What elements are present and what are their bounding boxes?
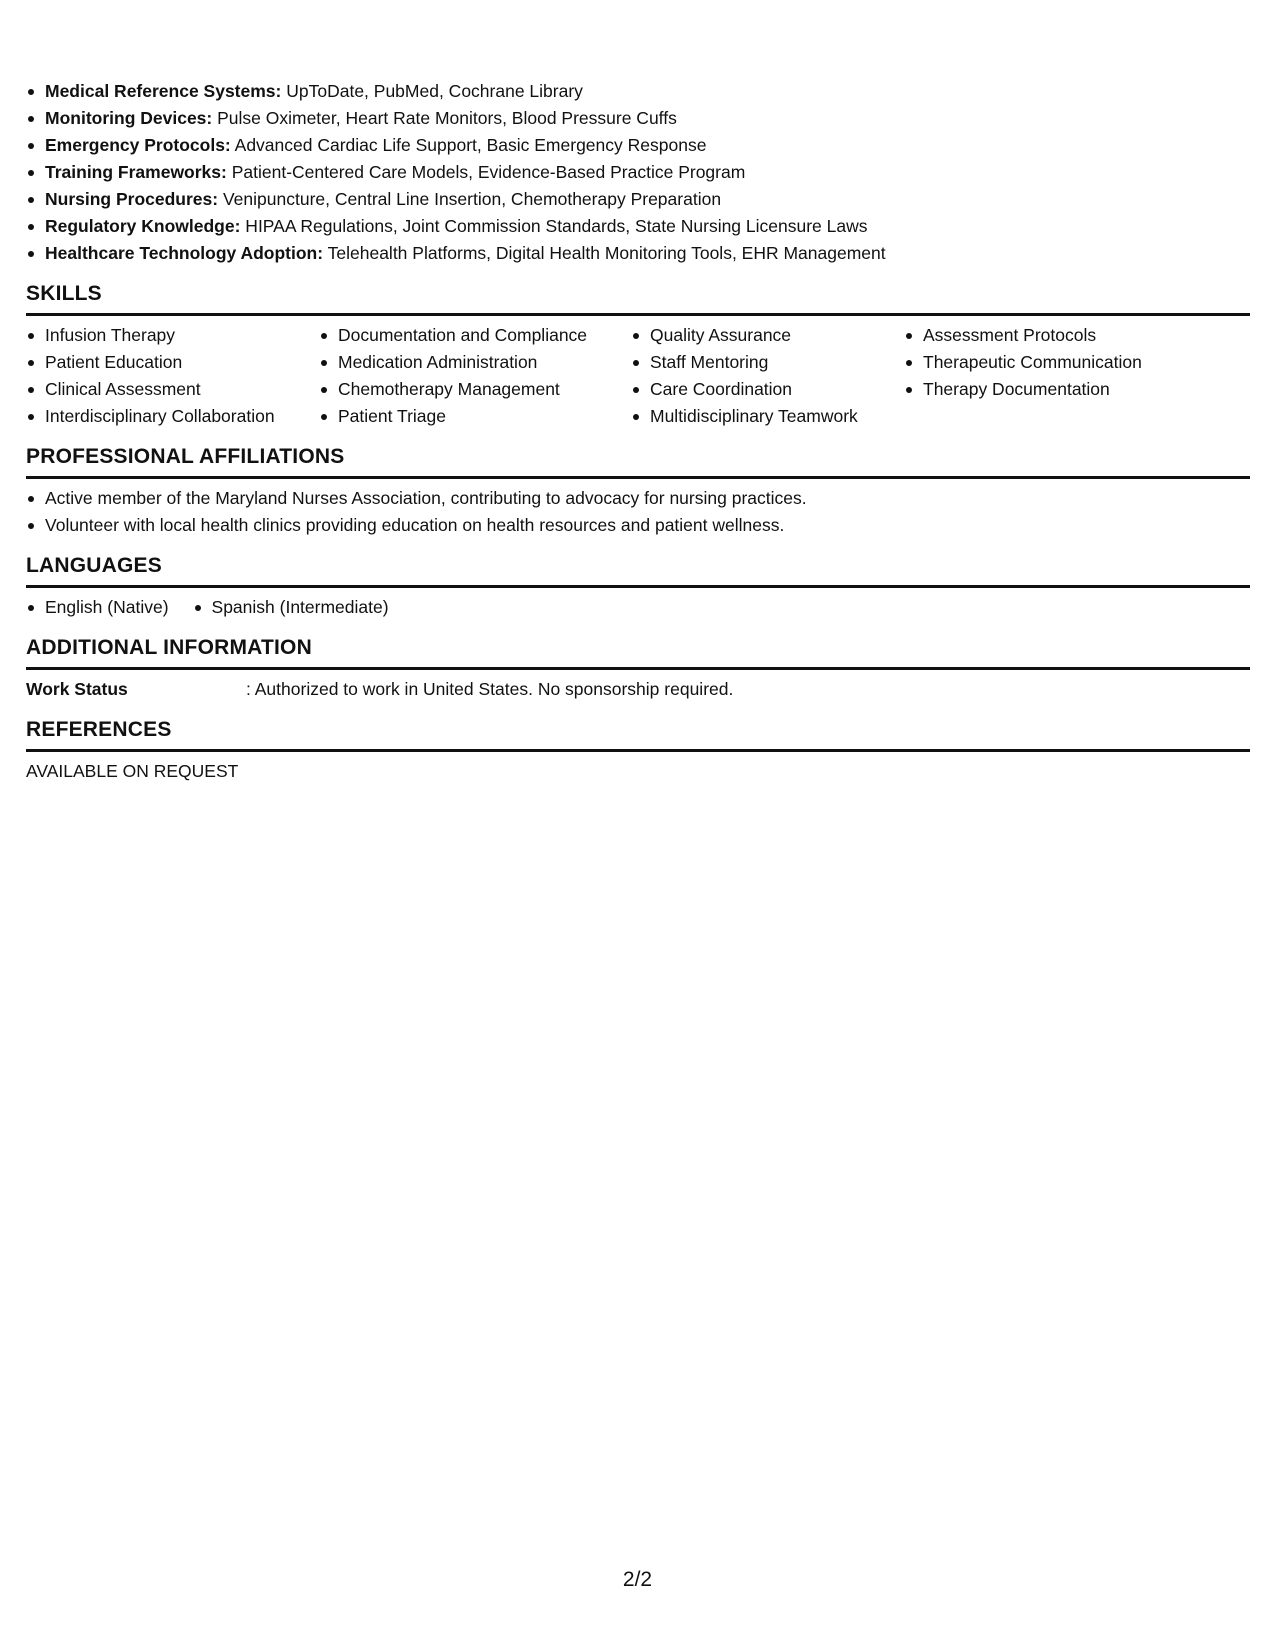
skill-item: Infusion Therapy xyxy=(26,322,319,349)
skill-item: Clinical Assessment xyxy=(26,376,319,403)
list-item xyxy=(26,78,1250,105)
item-label: Monitoring Devices: xyxy=(45,108,213,128)
skill-item: Staff Mentoring xyxy=(631,349,904,376)
item-value: HIPAA Regulations, Joint Commission Standards, State Nursing Licensure Laws xyxy=(240,216,868,236)
list-item: Volunteer with local health clinics providing education on health resources and patient wellness. xyxy=(26,512,1250,539)
item-label: Medical Reference Systems: xyxy=(45,81,282,101)
skill-item: Patient Triage xyxy=(319,403,631,430)
work-status-row xyxy=(26,670,1250,703)
languages-list xyxy=(26,588,1250,621)
item-label: Emergency Protocols: xyxy=(45,135,231,155)
skills-column-3 xyxy=(631,322,904,430)
item-value: UpToDate, PubMed, Cochrane Library xyxy=(281,81,583,101)
skill-item: Therapeutic Communication xyxy=(904,349,1204,376)
skill-item: Care Coordination xyxy=(631,376,904,403)
skill-item: Interdisciplinary Collaboration xyxy=(26,403,319,430)
skill-item: Therapy Documentation xyxy=(904,376,1204,403)
section-title-additional-info: ADDITIONAL INFORMATION xyxy=(26,635,1250,670)
item-label: Healthcare Technology Adoption: xyxy=(45,243,324,263)
skills-column-2 xyxy=(319,322,631,430)
item-value: Venipuncture, Central Line Insertion, Chemotherapy Preparation xyxy=(218,189,722,209)
list-item: Active member of the Maryland Nurses Association, contributing to advocacy for nursing practices. xyxy=(26,485,1250,512)
references-section xyxy=(26,717,1250,785)
skill-item: Multidisciplinary Teamwork xyxy=(631,403,904,430)
item-value: Pulse Oximeter, Heart Rate Monitors, Blood Pressure Cuffs xyxy=(212,108,677,128)
section-title-skills: SKILLS xyxy=(26,281,1250,316)
skill-item: Assessment Protocols xyxy=(904,322,1204,349)
list-item xyxy=(26,213,1250,240)
skill-item: Patient Education xyxy=(26,349,319,376)
skill-item: Quality Assurance xyxy=(631,322,904,349)
list-item xyxy=(26,105,1250,132)
affiliations-list xyxy=(26,479,1250,539)
work-status-label: Work Status xyxy=(26,679,128,699)
skill-item: Documentation and Compliance xyxy=(319,322,631,349)
tools-list xyxy=(26,78,1250,267)
skills-column-1 xyxy=(26,322,319,430)
section-title-languages: LANGUAGES xyxy=(26,553,1250,588)
list-item xyxy=(26,240,1250,267)
resume-content xyxy=(26,78,1250,785)
section-title-affiliations: PROFESSIONAL AFFILIATIONS xyxy=(26,444,1250,479)
skills-grid xyxy=(26,316,1250,430)
list-item xyxy=(26,159,1250,186)
item-label: Training Frameworks: xyxy=(45,162,227,182)
language-item: English (Native) xyxy=(26,594,169,621)
references-text: AVAILABLE ON REQUEST xyxy=(26,761,239,781)
list-item xyxy=(26,132,1250,159)
list-item xyxy=(26,186,1250,213)
page-number: 2/2 xyxy=(622,1568,653,1591)
section-title-references: REFERENCES xyxy=(26,717,1250,752)
skills-column-4 xyxy=(904,322,1204,430)
affiliations-section xyxy=(26,444,1250,539)
work-status-value: : Authorized to work in United States. No sponsorship required. xyxy=(246,679,734,699)
language-item: Spanish (Intermediate) xyxy=(193,594,389,621)
item-label: Regulatory Knowledge: xyxy=(45,216,241,236)
item-value: Telehealth Platforms, Digital Health Monitoring Tools, EHR Management xyxy=(323,243,886,263)
skills-section xyxy=(26,281,1250,430)
additional-info-section xyxy=(26,635,1250,703)
item-value: Advanced Cardiac Life Support, Basic Emergency Response xyxy=(230,135,707,155)
skill-item: Chemotherapy Management xyxy=(319,376,631,403)
item-label: Nursing Procedures: xyxy=(45,189,219,209)
languages-section xyxy=(26,553,1250,621)
skill-item: Medication Administration xyxy=(319,349,631,376)
item-value: Patient-Centered Care Models, Evidence-Based Practice Program xyxy=(226,162,746,182)
